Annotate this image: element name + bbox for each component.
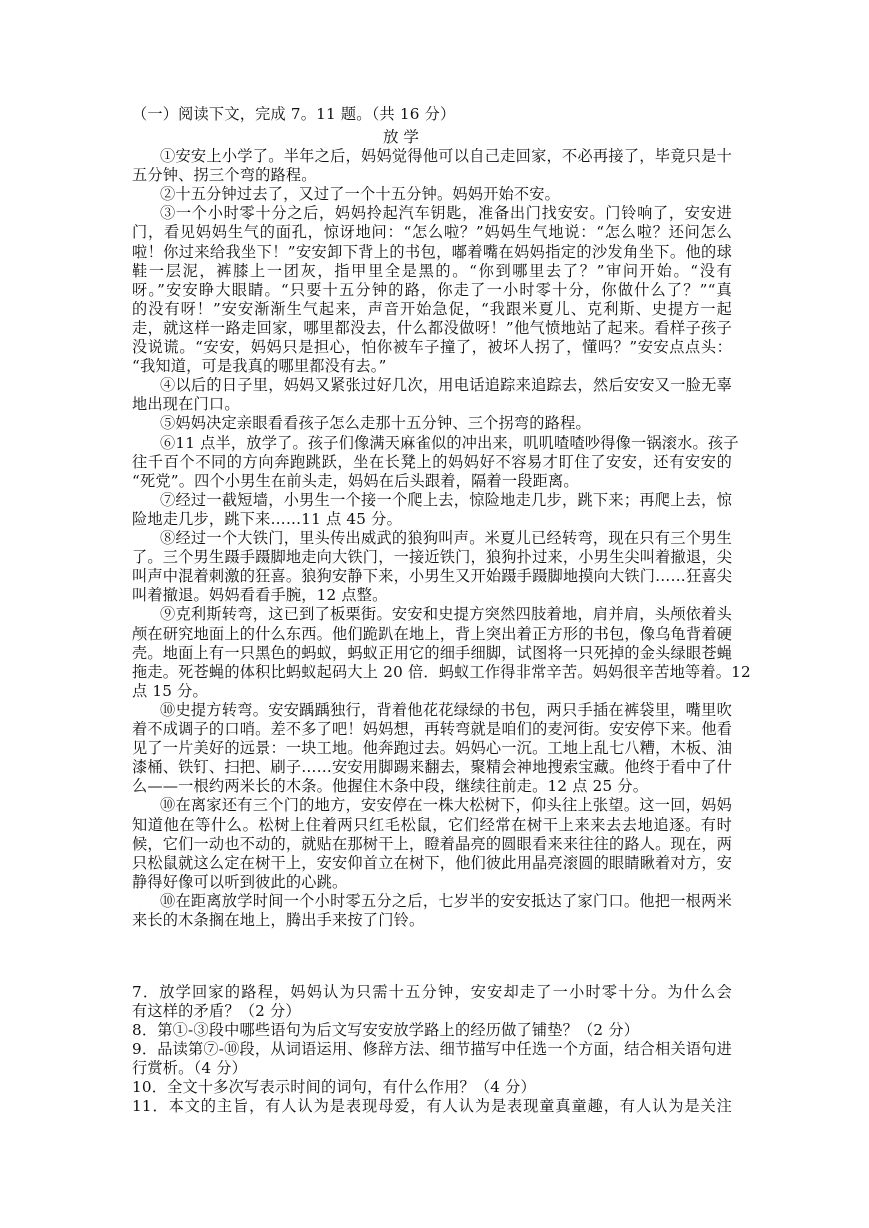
passage-line: ⑩史提方转弯。安安踽踽独行，背着他花花绿绿的书包，两只手插在裤袋里，嘴里吹 xyxy=(160,700,732,719)
passage-line: ⑩在离家还有三个门的地方，安安停在一株大松树下，仰头往上张望。这一回，妈妈 xyxy=(160,796,732,815)
passage-line: 鞋一层泥，裤膝上一团灰，指甲里全是黑的。“你到哪里去了？”审问开始。“没有 xyxy=(132,261,732,280)
passage-line: 叫声中混着刺激的狂喜。狼狗安静下来，小男生又开始蹑手蹑脚地摸向大铁门……狂喜尖 xyxy=(132,567,733,586)
passage-line: 只松鼠就这么定在树干上，安安仰首立在树下，他们彼此用晶亮滚圆的眼睛瞅着对方，安 xyxy=(132,853,733,872)
passage-line: 门，看见妈妈生气的面孔，惊讶地问：“怎么啦？”妈妈生气地说：“怎么啦？还问怎么 xyxy=(132,223,732,242)
passage-line: 啦！你过来给我坐下！”安安卸下背上的书包，嘟着嘴在妈妈指定的沙发角坐下。他的球 xyxy=(132,242,732,261)
question-line: 行赏析。（4 分） xyxy=(132,1059,248,1077)
passage-line: ①安安上小学了。半年之后，妈妈觉得他可以自己走回家，不必再接了，毕竟只是十 xyxy=(160,147,732,165)
passage-line: “死党”。四个小男生在前头走，妈妈在后头跟着，隔着一段距离。 xyxy=(132,471,579,490)
passage-line: 呀。”安安睁大眼睛。“只要十五分钟的路，你走了一小时零十分，你做什么了？”“真 xyxy=(132,280,732,299)
passage-line: 壳。地面上有一只黑色的蚂蚁，蚂蚁正用它的细手细脚，试图将一只死掉的金头绿眼苍蝇 xyxy=(132,643,733,662)
passage-line: ⑨克利斯转弯，这已到了板栗街。安安和史提方突然四肢着地，肩并肩，头颅依着头 xyxy=(160,605,732,624)
passage-line: 见了一片美好的远景：一块工地。他奔跑过去。妈妈心一沉。工地上乱七八糟，木板、油 xyxy=(132,739,733,758)
passage-title: 放 学 xyxy=(383,128,419,146)
section-header: （一）阅读下文，完成 7。11 题。（共 16 分） xyxy=(132,105,456,123)
passage-line: ③一个小时零十分之后，妈妈拎起汽车钥匙，准备出门找安安。门铃响了，安安进 xyxy=(160,204,732,223)
question-line: 11．本文的主旨，有人认为是表现母爱，有人认为是表现童真童趣，有人认为是关注 xyxy=(132,1097,732,1115)
question-line: 有这样的矛盾？（2 分） xyxy=(132,1002,301,1020)
question-line: 10．全文十多次写表示时间的词句，有什么作用？（4 分） xyxy=(132,1078,536,1096)
passage-line: 着不成调子的口哨。差不多了吧！妈妈想，再转弯就是咱们的麦河街。安安停下来。他看 xyxy=(132,720,733,738)
passage-line: 点 15 分。 xyxy=(132,681,208,700)
passage-line: 没说谎。“安安，妈妈只是担心，怕你被车子撞了，被坏人拐了，懂吗？”安安点点头： xyxy=(132,338,732,356)
passage-line: ⑤妈妈决定亲眼看看孩子怎么走那十五分钟、三个拐弯的路程。 xyxy=(160,414,591,433)
passage-line: ④以后的日子里，妈妈又紧张过好几次，用电话追踪来追踪去，然后安安又一脸无辜 xyxy=(160,376,732,395)
passage-line: “我知道，可是我真的哪里都没有去。” xyxy=(132,357,387,376)
passage-line: 来长的木条搁在地上，腾出手来按了门铃。 xyxy=(132,911,425,929)
passage-line: ⑥11 点半，放学了。孩子们像满天麻雀似的冲出来，叽叽喳喳吵得像一锅滚水。孩子 xyxy=(160,433,739,452)
passage-line: 了。三个男生蹑手蹑脚地走向大铁门，一接近铁门，狼狗扑过来，小男生尖叫着撤退，尖 xyxy=(132,548,733,567)
passage-line: ②十五分钟过去了，又过了一个十五分钟。妈妈开始不安。 xyxy=(160,185,561,204)
passage-line: 五分钟、拐三个弯的路程。 xyxy=(132,166,317,185)
passage-line: 候，它们一动也不动的，就贴在那树干上，瞪着晶亮的圆眼看来来往往的路人。现在，两 xyxy=(132,834,733,853)
passage-line: 知道他在等什么。松树上住着两只红毛松鼠，它们经常在树干上来来去去地追逐。有时 xyxy=(132,815,732,834)
passage-line: 走，就这样一路走回家，哪里都没去，什么都没做呀！”他气愤地站了起来。看样子孩子 xyxy=(132,318,732,337)
passage-line: 么——一根约两米长的木条。他握住木条中段，继续往前走。12 点 25 分。 xyxy=(132,777,649,796)
passage-line: 漆桶、铁钉、扫把、刷子……安安用脚踢来翻去，聚精会神地搜索宝藏。他终于看中了什 xyxy=(132,758,733,777)
passage-line: 静得好像可以听到彼此的心跳。 xyxy=(132,872,348,891)
passage-line: 地出现在门口。 xyxy=(132,395,240,414)
passage-line: 拖走。死苍蝇的体积比蚂蚁起码大上 20 倍．蚂蚁工作得非常辛苦。妈妈很辛苦地等着。12 xyxy=(132,662,751,681)
passage-line: 颅在研究地面上的什么东西。他们跪趴在地上，背上突出着正方形的书包，像乌龟背着硬 xyxy=(132,624,733,643)
question-line: 9．品读第⑦-⑩段，从词语运用、修辞方法、细节描写中任选一个方面，结合相关语句进 xyxy=(132,1040,732,1058)
passage-line: ⑩在距离放学时间一个小时零五分之后，七岁半的安安抵达了家门口。他把一根两米 xyxy=(160,891,732,910)
question-line: 7．放学回家的路程，妈妈认为只需十五分钟，安安却走了一小时零十分。为什么会 xyxy=(132,983,732,1001)
passage-line: 往千百个不同的方向奔跑跳跃，坐在长凳上的妈妈好不容易才盯住了安安，还有安安的 xyxy=(132,452,732,471)
question-line: 8．第①-③段中哪些语句为后文写安安放学路上的经历做了铺垫？（2 分） xyxy=(132,1021,640,1039)
passage-line: ⑧经过一个大铁门，里头传出威武的狼狗叫声。米夏儿已经转弯，现在只有三个男生 xyxy=(160,529,732,547)
passage-line: 的没有呀！”安安渐渐生气起来，声音开始急促，“我跟米夏儿、克利斯、史提方一起 xyxy=(132,299,732,318)
passage-line: 叫着撤退。妈妈看看手腕，12 点整。 xyxy=(132,586,388,605)
passage-line: 险地走几步，跳下来……11 点 45 分。 xyxy=(132,509,402,528)
passage-line: ⑦经过一截短墙，小男生一个接一个爬上去，惊险地走几步，跳下来；再爬上去，惊 xyxy=(160,490,732,509)
